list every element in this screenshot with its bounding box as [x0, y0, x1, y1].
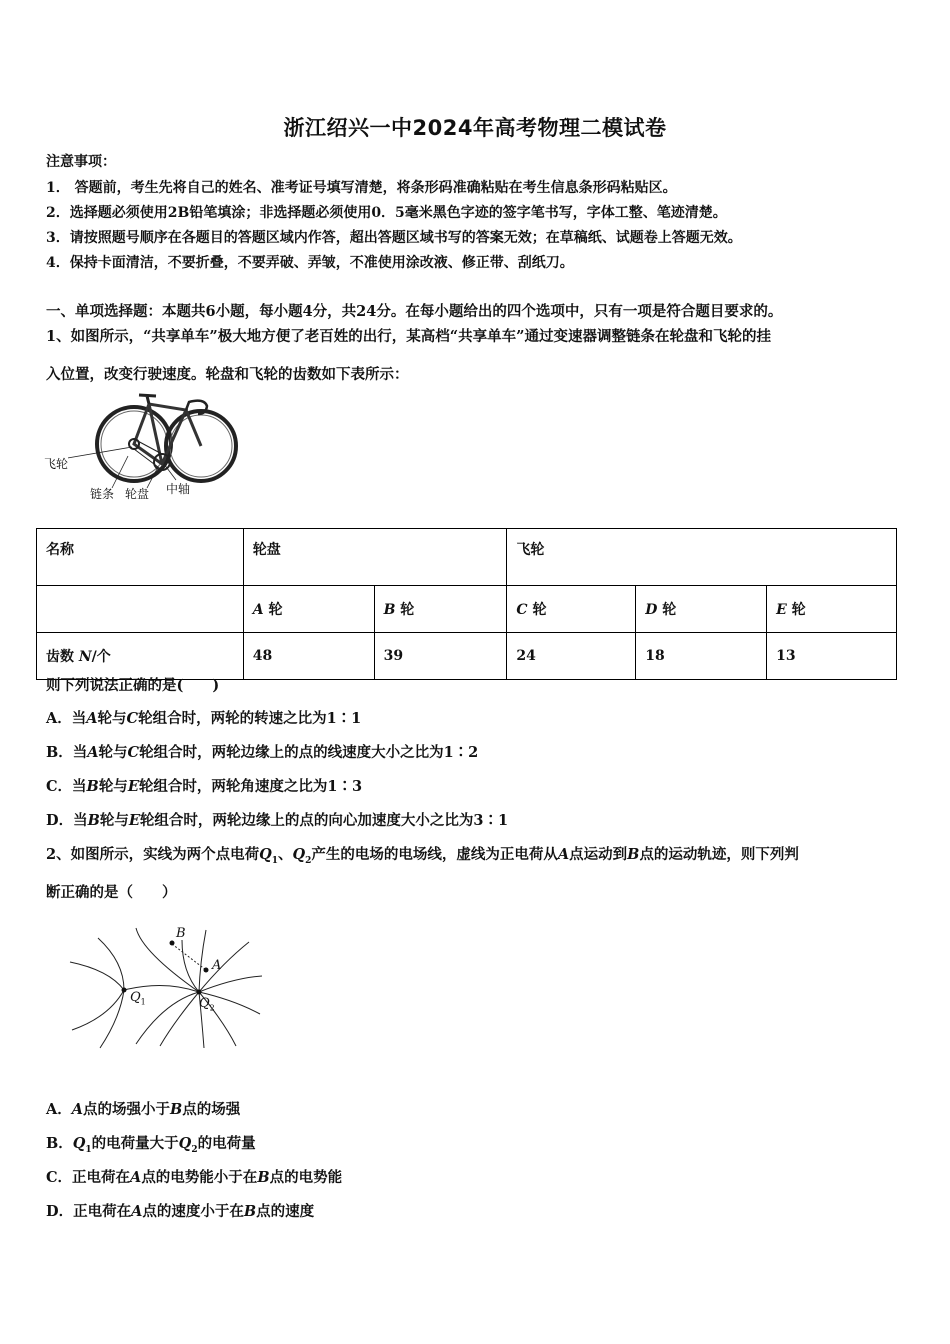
q1-stem-line1: 1、如图所示，“共享单车”极大地方便了老百姓的出行，某高档“共享单车”通过变速器调整链条在轮盘和飞轮的挂 — [46, 328, 771, 345]
label-b: B — [176, 926, 186, 941]
chain-label: 链条 — [90, 487, 115, 501]
field-line — [98, 938, 124, 1048]
table-cell-wheel: D 轮 — [636, 586, 767, 633]
chainring-label: 轮盘 — [125, 487, 150, 501]
page-title: 浙江绍兴一中2024年高考物理二模试卷 — [283, 116, 667, 140]
table-cell-count: 48 — [243, 633, 374, 680]
flywheel-label: 飞轮 — [44, 457, 69, 471]
point-b — [170, 941, 175, 946]
table-row-label: 齿数 N/个 — [37, 633, 244, 680]
note-item: 4．保持卡面清洁，不要折叠，不要弄破、弄皱，不准使用涂改液、修正带、刮纸刀。 — [46, 255, 574, 271]
table-cell-count: 24 — [507, 633, 636, 680]
note-item: 2．选择题必须使用2B铅笔填涂；非选择题必须使用0．5毫米黑色字迹的签字笔书写，字体工整、笔迹清楚。 — [46, 205, 727, 221]
field-lines-figure — [64, 922, 274, 1052]
note-item: 3．请按照题号顺序在各题目的答题区域内作答，超出答题区域书写的答案无效；在草稿纸、试题卷上答题无效。 — [46, 230, 742, 246]
label-a: A — [212, 958, 222, 973]
q1-option-c: C．当B轮与E轮组合时，两轮角速度之比为1∶3 — [46, 778, 363, 795]
charge-q1 — [122, 988, 127, 993]
point-a — [204, 968, 209, 973]
table-cell-wheel: A 轮 — [243, 586, 374, 633]
section-heading: 一、单项选择题：本题共6小题，每小题4分，共24分。在每小题给出的四个选项中，只有一项是符合题目要求的。 — [46, 303, 783, 320]
notes-header: 注意事项： — [46, 154, 116, 170]
table-cell-wheel: C 轮 — [507, 586, 636, 633]
table-cell-wheel: E 轮 — [767, 586, 897, 633]
table-cell-wheel: B 轮 — [374, 586, 507, 633]
table-cell-empty — [37, 586, 244, 633]
gear-table — [36, 528, 897, 680]
table-header-flywheel: 飞轮 — [507, 529, 897, 586]
q2-option-a: A．A点的场强小于B点的场强 — [46, 1101, 241, 1118]
field-line — [182, 940, 199, 992]
q2-option-d: D．正电荷在A点的速度小于在B点的速度 — [46, 1203, 315, 1220]
table-cell-count: 18 — [636, 633, 767, 680]
q1-option-a: A．当A轮与C轮组合时，两轮的转速之比为1∶1 — [46, 710, 362, 727]
field-line — [199, 942, 249, 992]
table-cell-count: 39 — [374, 633, 507, 680]
label-q1: $Q_1$ — [130, 990, 146, 1007]
q1-stem-line2: 入位置，改变行驶速度。轮盘和飞轮的齿数如下表所示： — [46, 366, 409, 383]
q1-option-d: D．当B轮与E轮组合时，两轮边缘上的点的向心加速度大小之比为3∶1 — [46, 812, 509, 829]
table-cell-count: 13 — [767, 633, 897, 680]
trajectory-dashed — [172, 944, 206, 970]
q2-stem-line2: 断正确的是（ ） — [46, 884, 177, 901]
q2-option-c: C．正电荷在A点的电势能小于在B点的电势能 — [46, 1169, 343, 1186]
q1-prompt: 则下列说法正确的是( ) — [46, 677, 220, 694]
q2-stem-line1: 2、如图所示，实线为两个点电荷$Q_1$、$Q_2$产生的电场的电场线，虚线为正电荷从A点运动到B点的运动轨迹，则下列判 — [46, 846, 799, 866]
field-line — [199, 930, 206, 992]
q1-option-b: B．当A轮与C轮组合时，两轮边缘上的点的线速度大小之比为1∶2 — [46, 744, 479, 761]
axle-label: 中轴 — [166, 482, 191, 496]
label-q2: $Q_2$ — [199, 996, 215, 1013]
field-line — [136, 928, 199, 992]
note-item: 1． 答题前，考生先将自己的姓名、准考证号填写清楚，将条形码准确粘贴在考生信息条形码粘贴区。 — [46, 180, 677, 196]
field-line — [199, 976, 262, 992]
table-header-name: 名称 — [37, 529, 244, 586]
q2-option-b: B．$Q_1$的电荷量大于$Q_2$的电荷量 — [46, 1135, 256, 1155]
charge-q2 — [197, 990, 202, 995]
table-header-chainring: 轮盘 — [243, 529, 507, 586]
